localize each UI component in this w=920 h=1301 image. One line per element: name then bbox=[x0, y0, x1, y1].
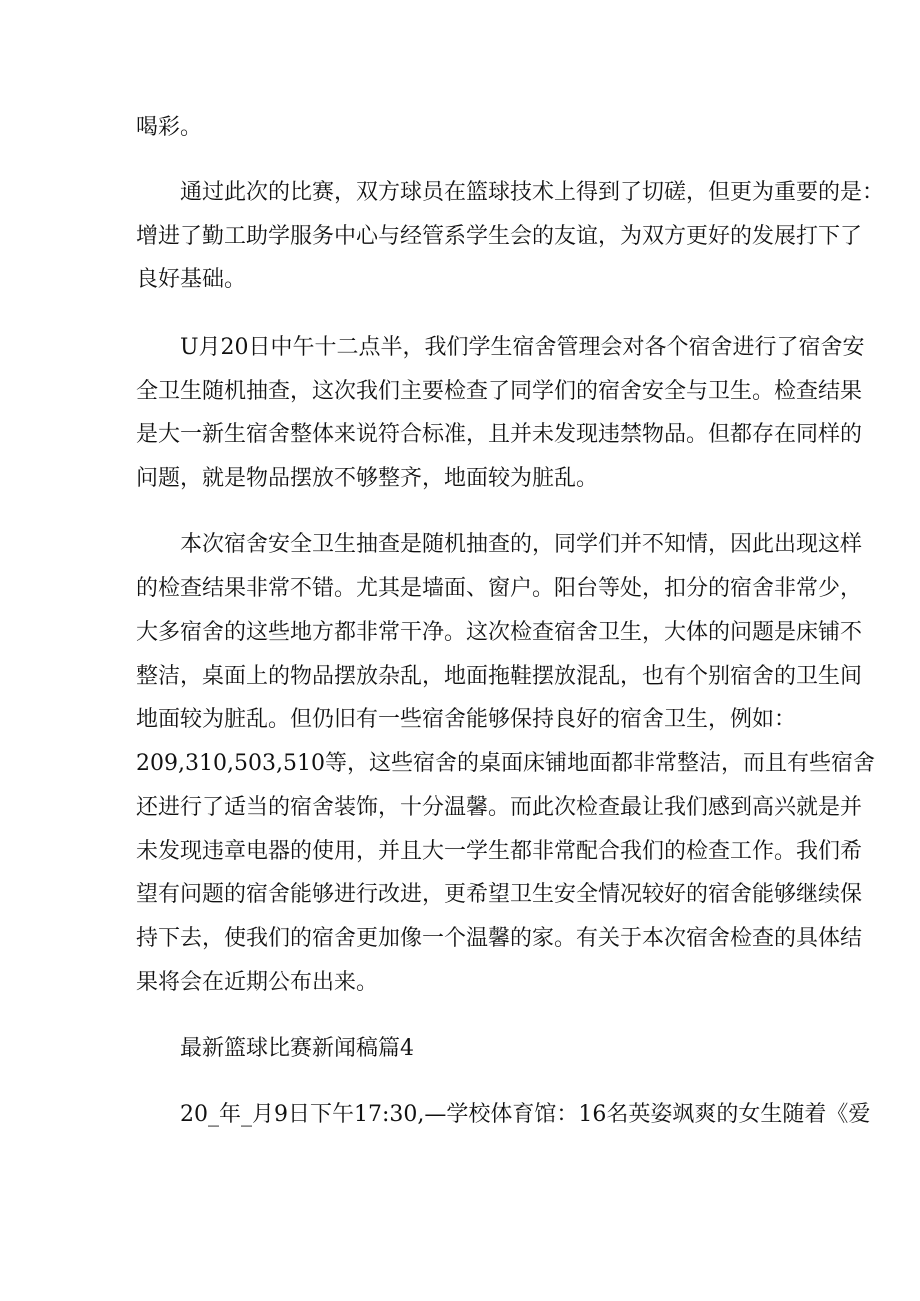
text-line: 全卫生随机抽查，这次我们主要检查了同学们的宿舍安全与卫生。检查结果 bbox=[136, 379, 863, 404]
text-line: 的检查结果非常不错。尤其是墙面、窗户。阳台等处，扣分的宿舍非常少， bbox=[136, 576, 863, 601]
text-line: 问题，就是物品摆放不够整齐，地面较为脏乱。 bbox=[136, 466, 599, 491]
text-line: 地面较为脏乱。但仍旧有一些宿舍能够保持良好的宿舍卫生，例如： bbox=[136, 707, 797, 732]
text-line: 果将会在近期公布出来。 bbox=[136, 970, 379, 995]
text-line: 良好基础。 bbox=[136, 267, 247, 292]
text-line: 增进了勤工助学服务中心与经管系学生会的友谊，为双方更好的发展打下了 bbox=[136, 224, 863, 249]
text-line: 未发现违章电器的使用，并且大一学生都非常配合我们的检查工作。我们希 bbox=[136, 839, 863, 864]
text-line: 望有问题的宿舍能够进行改进，更希望卫生安全情况较好的宿舍能够继续保 bbox=[136, 882, 863, 907]
text-line: 喝彩。 bbox=[136, 115, 203, 140]
text-line: 整洁，桌面上的物品摆放杂乱，地面拖鞋摆放混乱，也有个别宿舍的卫生间 bbox=[136, 664, 863, 689]
text-line: 大多宿舍的这些地方都非常干净。这次检查宿舍卫生，大体的问题是床铺不 bbox=[136, 620, 863, 645]
text-line: 是大一新生宿舍整体来说符合标准，且并未发现违禁物品。但都存在同样的 bbox=[136, 422, 863, 447]
text-line: 本次宿舍安全卫生抽查是随机抽查的，同学们并不知情，因此出现这样 bbox=[180, 532, 863, 557]
section-heading: 最新篮球比赛新闻稿篇4 bbox=[180, 1036, 414, 1061]
text-line: 持下去，使我们的宿舍更加像一个温馨的家。有关于本次宿舍检查的具体结 bbox=[136, 926, 863, 951]
text-line: 通过此次的比赛，双方球员在篮球技术上得到了切磋，但更为重要的是： bbox=[180, 180, 885, 205]
text-line: 还进行了适当的宿舍装饰，十分温馨。而此次检查最让我们感到高兴就是并 bbox=[136, 795, 863, 820]
text-line: 209,310,503,510等，这些宿舍的桌面床铺地面都非常整洁，而且有些宿舍 bbox=[136, 751, 875, 776]
text-line: 20_年_月9日下午17:30,—学校体育馆：16名英姿飒爽的女生随着《爱 bbox=[180, 1102, 871, 1127]
text-line: U月20日中午十二点半，我们学生宿舍管理会对各个宿舍进行了宿舍安 bbox=[180, 335, 865, 360]
